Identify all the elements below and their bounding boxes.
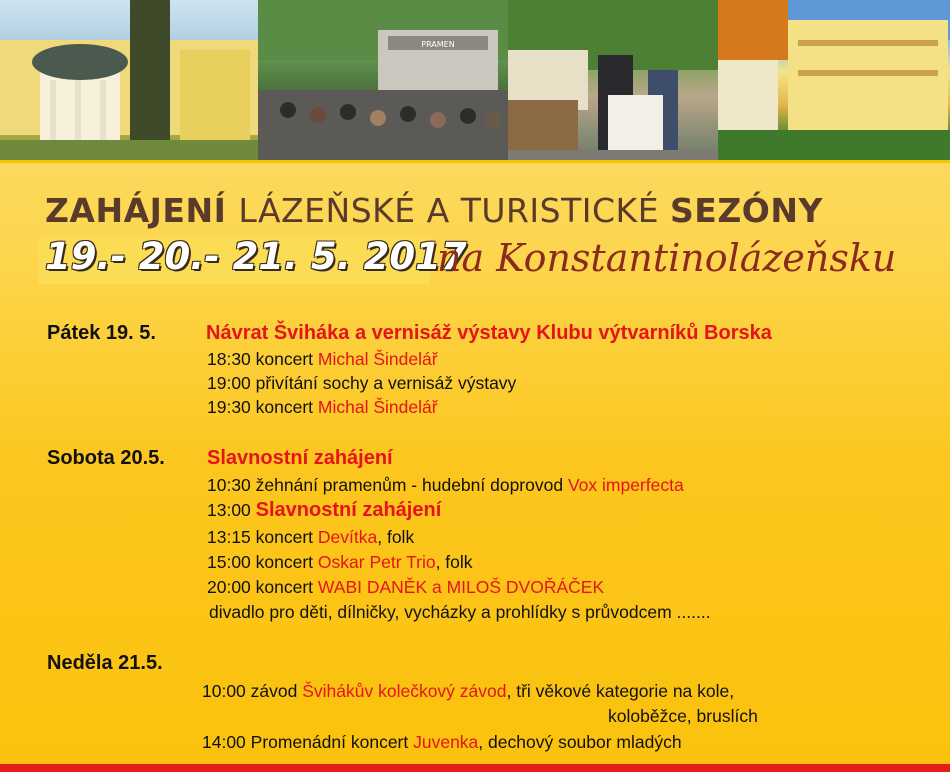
saturday-item-6: divadlo pro děti, dílničky, vycházky a prohlídky s průvodcem .......	[209, 602, 711, 622]
friday-item-1: 18:30 koncert Michal Šindelář	[207, 349, 438, 369]
spa-hotel-photo	[718, 0, 950, 160]
photo-strip	[0, 0, 950, 163]
title-part-2: LÁZEŇSKÉ A TURISTICKÉ	[238, 191, 671, 230]
friday-item-3: 19:30 koncert Michal Šindelář	[207, 397, 438, 417]
friday-headline: Návrat Šviháka a vernisáž výstavy Klubu výtvarníků Borska	[206, 322, 772, 344]
page-title	[45, 191, 823, 230]
saturday-item-1: 10:30 žehnání pramenům - hudební doprovod Vox imperfecta	[207, 475, 684, 495]
sunday-item-1-continued: koloběžce, bruslích	[608, 706, 758, 726]
market-stand-photo	[508, 0, 718, 160]
sunday-item-1: 10:00 závod Švihákův kolečkový závod, tři věkové kategorie na kole,	[202, 681, 735, 701]
sunday-item-2: 14:00 Promenádní koncert Juvenka, dechový soubor mladých	[202, 732, 682, 752]
saturday-headline: Slavnostní zahájení	[207, 447, 393, 469]
saturday-item-4: 15:00 koncert Oskar Petr Trio, folk	[207, 552, 473, 572]
pavilion-sign: PRAMEN	[421, 40, 455, 49]
title-part-3: SEZÓNY	[670, 191, 823, 230]
event-dates: 19.- 20.- 21. 5. 2017	[45, 235, 467, 278]
spa-colonnade-photo	[0, 0, 258, 160]
friday-item-2: 19:00 přivítání sochy a vernisáž výstavy	[207, 373, 517, 393]
title-part-1: ZAHÁJENÍ	[45, 191, 239, 230]
sunday-day-label: Neděla 21.5.	[47, 652, 163, 674]
saturday-day-label: Sobota 20.5.	[47, 447, 165, 469]
saturday-item-5: 20:00 koncert WABI DANĚK a MILOŠ DVOŘÁČEK	[207, 577, 605, 597]
friday-day-label: Pátek 19. 5.	[47, 322, 156, 344]
saturday-item-3: 13:15 koncert Devítka, folk	[207, 527, 415, 547]
bottom-red-border	[0, 764, 950, 772]
spring-blessing-photo	[258, 0, 508, 160]
event-subtitle: na Konstantinolázeňsku	[437, 236, 897, 280]
saturday-item-2: 13:00 Slavnostní zahájení	[207, 499, 442, 521]
